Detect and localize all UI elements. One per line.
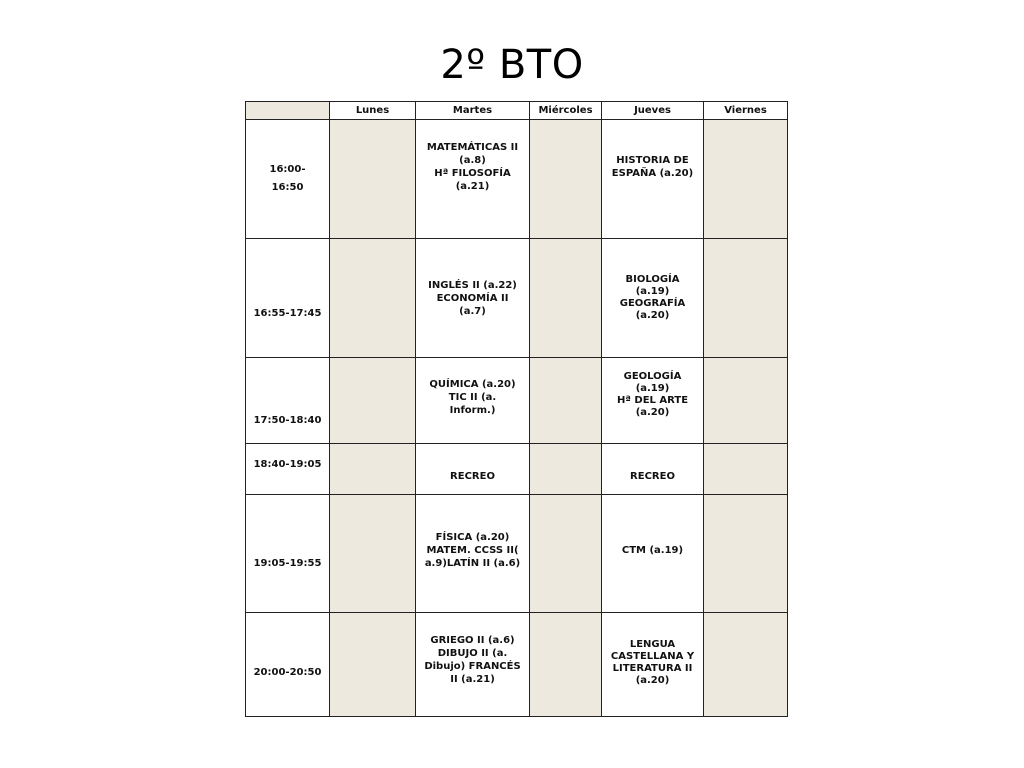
class-line: CASTELLANA Y bbox=[610, 650, 695, 662]
time-cell bbox=[246, 120, 330, 239]
class-line: MATEM. CCSS II( bbox=[426, 545, 519, 556]
class-line: ECONOMÍA II bbox=[436, 292, 509, 304]
class-cell bbox=[602, 495, 704, 613]
schedule-table bbox=[245, 101, 788, 717]
empty-cell bbox=[530, 495, 602, 613]
empty-cell bbox=[530, 613, 602, 717]
class-line: QUÍMICA (a.20) bbox=[429, 379, 516, 390]
time-label: 16:50 bbox=[271, 182, 304, 193]
class-cell bbox=[602, 120, 704, 239]
class-cell bbox=[602, 613, 704, 717]
class-line: TIC II (a. bbox=[448, 392, 497, 403]
corner-cell bbox=[246, 102, 330, 120]
class-line: Dibujo) FRANCÉS bbox=[424, 660, 521, 672]
class-cell bbox=[416, 239, 530, 358]
class-line: RECREO bbox=[450, 470, 495, 482]
table-row bbox=[246, 239, 788, 358]
day-header-miercoles: Miércoles bbox=[530, 102, 602, 120]
day-header-lunes: Lunes bbox=[330, 102, 416, 120]
time-cell bbox=[246, 444, 330, 495]
class-line: a.9)LATÍN II (a.6) bbox=[424, 558, 521, 569]
class-line: II (a.21) bbox=[450, 673, 495, 685]
class-line: (a.8) bbox=[459, 155, 486, 166]
time-cell bbox=[246, 358, 330, 444]
class-line: HISTORIA DE bbox=[616, 155, 689, 166]
time-cell bbox=[246, 613, 330, 717]
table-row bbox=[246, 444, 788, 495]
class-line: (a.19) bbox=[635, 382, 670, 394]
class-line: RECREO bbox=[630, 470, 675, 482]
day-header-viernes: Viernes bbox=[704, 102, 788, 120]
class-line: CTM (a.19) bbox=[621, 545, 684, 556]
empty-cell bbox=[704, 358, 788, 444]
time-label: 16:55-17:45 bbox=[253, 307, 322, 319]
class-line: Hª FILOSOFÍA bbox=[434, 168, 511, 179]
time-cell bbox=[246, 239, 330, 358]
class-line: (a.7) bbox=[459, 305, 486, 317]
time-label: 16:00- bbox=[269, 164, 306, 175]
class-cell bbox=[602, 444, 704, 495]
empty-cell bbox=[330, 239, 416, 358]
class-line: BIOLOGÍA bbox=[625, 274, 680, 285]
class-line: LITERATURA II bbox=[612, 662, 693, 674]
empty-cell bbox=[530, 358, 602, 444]
class-cell bbox=[416, 495, 530, 613]
page-title: 2º BTO bbox=[440, 42, 584, 88]
class-cell bbox=[416, 613, 530, 717]
empty-cell bbox=[704, 495, 788, 613]
empty-cell bbox=[530, 120, 602, 239]
class-line: GRIEGO II (a.6) bbox=[430, 634, 515, 646]
empty-cell bbox=[530, 239, 602, 358]
time-label: 19:05-19:55 bbox=[253, 558, 322, 569]
table-row bbox=[246, 120, 788, 239]
class-cell bbox=[416, 120, 530, 239]
table-row bbox=[246, 358, 788, 444]
class-line: (a.20) bbox=[635, 310, 670, 321]
empty-cell bbox=[330, 444, 416, 495]
class-line: GEOLOGÍA bbox=[623, 370, 682, 382]
time-label: 18:40-19:05 bbox=[253, 458, 322, 470]
day-header-jueves: Jueves bbox=[602, 102, 704, 120]
empty-cell bbox=[704, 120, 788, 239]
class-line: FÍSICA (a.20) bbox=[435, 532, 510, 543]
day-header-martes: Martes bbox=[416, 102, 530, 120]
class-line: LENGUA bbox=[629, 638, 676, 650]
class-line: DIBUJO II (a. bbox=[437, 647, 508, 659]
class-cell bbox=[416, 444, 530, 495]
class-line: (a.19) bbox=[635, 286, 670, 297]
table-row bbox=[246, 495, 788, 613]
empty-cell bbox=[330, 120, 416, 239]
empty-cell bbox=[530, 444, 602, 495]
time-label: 20:00-20:50 bbox=[253, 667, 322, 678]
class-cell bbox=[602, 239, 704, 358]
empty-cell bbox=[330, 358, 416, 444]
empty-cell bbox=[330, 613, 416, 717]
empty-cell bbox=[330, 495, 416, 613]
class-cell bbox=[602, 358, 704, 444]
class-line: Hª DEL ARTE bbox=[616, 394, 689, 406]
header-row bbox=[246, 102, 788, 120]
class-cell bbox=[416, 358, 530, 444]
time-label: 17:50-18:40 bbox=[253, 415, 322, 426]
class-line: (a.21) bbox=[455, 181, 490, 192]
empty-cell bbox=[704, 444, 788, 495]
class-line: Inform.) bbox=[449, 405, 496, 416]
class-line: MATEMÁTICAS II bbox=[426, 142, 519, 153]
table-row bbox=[246, 613, 788, 717]
class-line: ESPAÑA (a.20) bbox=[611, 168, 694, 179]
class-line: (a.20) bbox=[635, 674, 670, 686]
class-line: GEOGRAFÍA bbox=[619, 298, 686, 309]
empty-cell bbox=[704, 239, 788, 358]
class-line: INGLÉS II (a.22) bbox=[428, 279, 517, 291]
class-line: (a.20) bbox=[635, 406, 670, 418]
empty-cell bbox=[704, 613, 788, 717]
time-cell bbox=[246, 495, 330, 613]
